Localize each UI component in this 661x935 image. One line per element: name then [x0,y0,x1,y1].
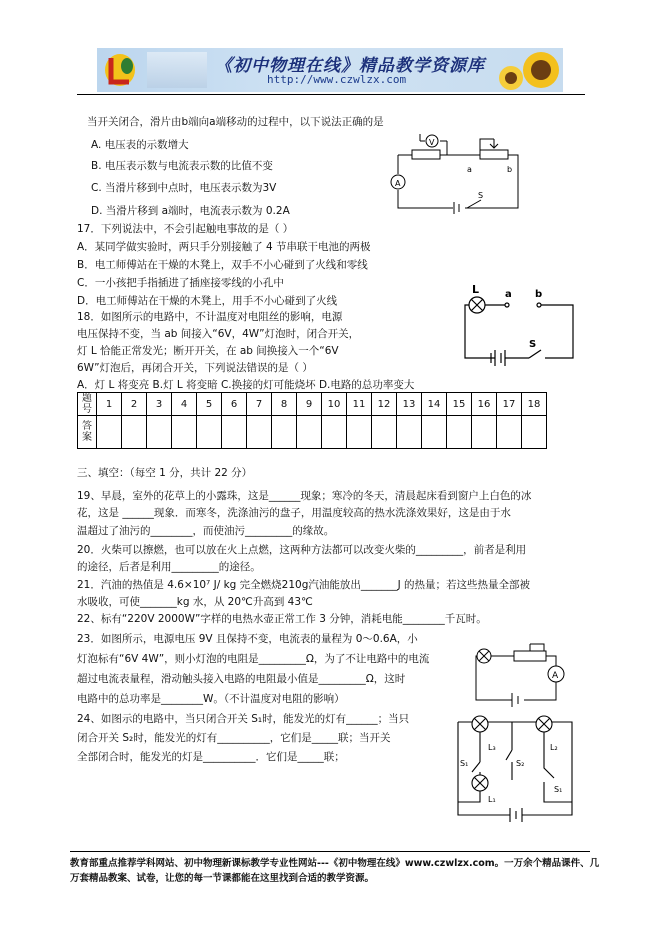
answer-cell[interactable] [422,416,447,449]
text-line: 水吸收，可使_______kg 水，从 20℃升高到 43℃ [77,596,313,608]
circuit-diagram-1 [385,128,525,218]
text-line: 全部闭合时，能发光的灯是__________．它们是_____联； [77,751,345,763]
svg-text:L₁: L₁ [488,795,496,804]
table-cell: 答案 [78,416,97,449]
text-line: 6W”灯泡后，再闭合开关，下列说法错误的是（ ） [77,362,313,374]
svg-text:b: b [535,289,543,300]
question-23: 23．如图所示，电源电压 9V 且保持不变，电流表的量程为 0～0.6A，小 [77,633,418,645]
footer-rule [70,851,590,852]
header-banner [97,48,563,92]
answer-cell[interactable] [372,416,397,449]
text-line: 当开关闭合，滑片由b端向a端移动的过程中，以下说法正确的是 [87,116,384,128]
table-cell: 14 [422,393,447,416]
svg-text:S: S [529,339,537,350]
answer-cell[interactable] [172,416,197,449]
answer-cell[interactable] [497,416,522,449]
table-cell: 2 [122,393,147,416]
answer-cell[interactable] [297,416,322,449]
option-d: D．电工师傅站在干燥的木凳上，用手不小心碰到了火线 [77,295,338,307]
table-cell: 7 [247,393,272,416]
sunflower-icon [497,48,563,92]
text-line: 电压保持不变，当 ab 间接入“6V，4W”灯泡时，闭合开关， [77,328,360,340]
footer-text: 教育部重点推荐学科网站、初中物理新课标教学专业性网站---《初中物理在线》www.czwlzx.com。一万余个精品课件、几万套精品教案、试卷，让您的每一节课都能在这里找到合适的教学资源。 [70,858,600,884]
answer-cell[interactable] [347,416,372,449]
answer-cell[interactable] [522,416,547,449]
answer-cell[interactable] [197,416,222,449]
table-cell: 8 [272,393,297,416]
table-cell: 1 [97,393,122,416]
table-cell: 18 [522,393,547,416]
answer-cell[interactable] [397,416,422,449]
table-cell: 10 [322,393,347,416]
circuit-diagram-4 [450,710,580,828]
table-cell: 题号 [78,393,97,416]
circuit-diagram-2 [455,282,580,367]
table-cell: 4 [172,393,197,416]
question-20: 20．火柴可以擦燃，也可以放在火上点燃，这两种方法都可以改变火柴的_________，前者是利用 [77,544,527,556]
header-rule [77,94,585,95]
table-cell: 9 [297,393,322,416]
option-b: B．电工师傅站在干燥的木凳上，双手不小心碰到了火线和零线 [77,259,368,271]
table-cell: 6 [222,393,247,416]
table-cell: 15 [447,393,472,416]
option-d: D. 当滑片移到 a端时，电流表示数为 0.2A [91,205,290,217]
svg-text:L₂: L₂ [550,743,558,752]
option-b: B. 电压表示数与电流表示数的比值不变 [91,160,273,172]
table-cell: 3 [147,393,172,416]
table-cell: 5 [197,393,222,416]
answer-cell[interactable] [272,416,297,449]
text-line: 花，这是 ______现象．而寒冬，洗涤油污的盘子，用温度较高的热水洗涤效果好，这是由于水 [77,507,511,519]
question-21: 21．汽油的热值是 4.6×10⁷ J/ kg 完全燃烧210g汽油能放出_______J 的热量；若这些热量全部被 [77,579,531,591]
table-cell: 17 [497,393,522,416]
svg-text:S₁: S₁ [460,759,469,768]
svg-text:A: A [552,671,559,681]
table-cell: 16 [472,393,497,416]
text-line: 灯 L 恰能正常发光；断开开关，在 ab 间换接入一个“6V [77,345,339,357]
site-logo-icon [103,52,137,88]
section-heading: 三、填空：（每空 1 分，共计 22 分） [77,467,253,479]
question-19: 19、早晨，室外的花草上的小露珠，这是______现象；寒冷的冬天，清晨起床看到窗户上白色的冰 [77,490,532,502]
question-18-options: A．灯 L 将变亮 B.灯 L 将变暗 C.换接的灯可能烧坏 D.电路的总功率变大 [77,379,415,391]
header-title: 《初中物理在线》精品教学资源库 [215,56,485,76]
svg-text:S₁: S₁ [554,785,563,794]
question-17: 17．下列说法中，不会引起触电事故的是（ ） [77,223,294,235]
answer-cell[interactable] [447,416,472,449]
option-c: C．一小孩把手指插进了插座接零线的小孔中 [77,277,284,289]
header-url: http://www.czwlzx.com [267,73,407,86]
answer-cell[interactable] [322,416,347,449]
table-cell: 13 [397,393,422,416]
svg-text:S₂: S₂ [516,759,525,768]
table-cell: 11 [347,393,372,416]
text-line: 灯泡标有“6V 4W”，则小灯泡的电阻是_________Ω，为了不让电路中的电流 [77,653,430,665]
answer-cell[interactable] [247,416,272,449]
answer-cell[interactable] [222,416,247,449]
question-24: 24、如图示的电路中，当只闭合开关 S₁时，能发光的灯有______；当只 [77,713,410,725]
banner-decoration [147,52,207,88]
answer-table [77,392,547,449]
svg-text:V: V [429,138,435,147]
svg-text:L₃: L₃ [488,743,496,752]
question-18: 18．如图所示的电路中，不计温度对电阻丝的影响，电源 [77,311,343,323]
text-line: 超过电流表量程，滑动触头接入电路的电阻最小值是_________Ω，这时 [77,673,406,685]
answer-cell[interactable] [147,416,172,449]
table-row [78,416,547,449]
option-c: C. 当滑片移到中点时，电压表示数为3V [91,182,277,194]
question-22: 22、标有“220V 2000W”字样的电热水壶正常工作 3 分钟，消耗电能________千瓦时。 [77,613,487,625]
option-a: A. 电压表的示数增大 [91,139,189,151]
svg-text:A: A [395,179,401,188]
option-a: A．某同学做实验时，两只手分别接触了 4 节串联干电池的两极 [77,241,371,253]
text-line: 温超过了油污的________，而使油污_________的缘故。 [77,525,335,537]
answer-cell[interactable] [122,416,147,449]
svg-text:a: a [467,165,472,174]
table-cell: 12 [372,393,397,416]
svg-text:a: a [505,289,512,300]
circuit-diagram-3 [468,640,580,712]
text-line: 电路中的总功率是________W。（不计温度对电阻的影响） [77,693,345,705]
svg-text:b: b [507,165,513,174]
text-line: 的途径，后者是利用_________的途径。 [77,561,261,573]
svg-text:S: S [478,191,484,200]
answer-cell[interactable] [97,416,122,449]
svg-text:L: L [472,283,480,296]
table-row [78,393,547,416]
text-line: 闭合开关 S₂时，能发光的灯有__________，它们是_____联；当开关 [77,732,391,744]
answer-cell[interactable] [472,416,497,449]
